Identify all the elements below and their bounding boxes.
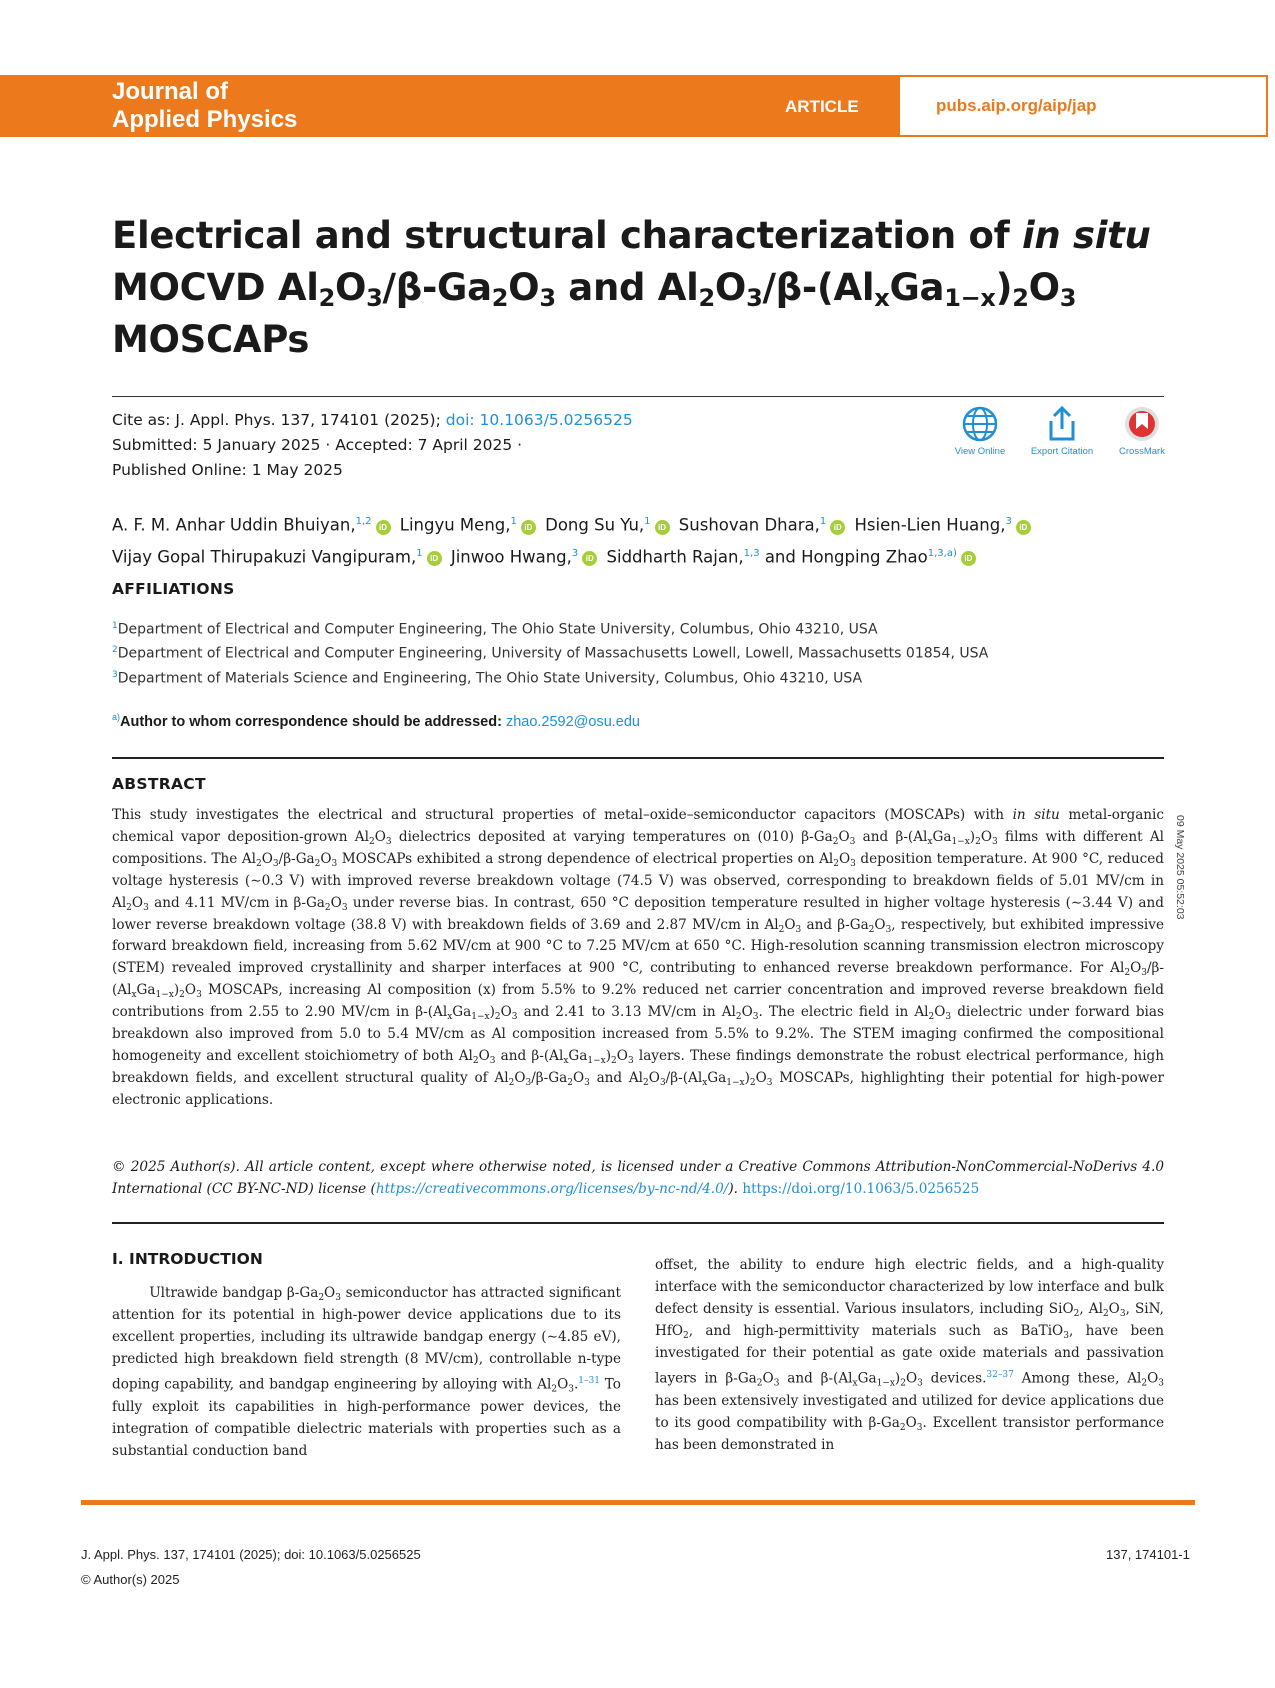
doi-link[interactable]: doi: 10.1063/5.0256525 [445, 411, 633, 429]
orcid-icon[interactable]: iD [376, 520, 391, 535]
title-line3: MOSCAPs [112, 318, 310, 361]
download-timestamp: 09 May 2025 05:52:03 [1174, 815, 1186, 920]
author-name[interactable]: A. F. M. Anhar Uddin Bhuiyan, [112, 515, 356, 535]
view-online-button[interactable] [935, 405, 1025, 457]
cite-as: Cite as: J. Appl. Phys. 137, 174101 (2025); [112, 411, 446, 429]
doi-url-link[interactable]: https://doi.org/10.1063/5.0256525 [742, 1180, 980, 1197]
license-statement: © 2025 Author(s). All article content, except where otherwise noted, is licensed under a Creative Commons Attribution-NonCommercial-NoDerivs 4.0 International (CC BY-NC-ND) license (https://creativecommons.org/licenses/by-nc-nd/4.0/). https://doi.org/10.1063/5.0256525 [112, 1159, 1164, 1197]
author-name[interactable]: Siddharth Rajan, [606, 547, 744, 566]
divider [112, 396, 1164, 397]
abstract-text: This study investigates the electrical and structural properties of metal–oxide–semiconductor capacitors (MOSCAPs) with in situ metal-organic chemical vapor deposition-grown $Al_2O_3$ dielectrics deposited at varying temperatures on (010) $\beta-Ga_2O_3$ and $\beta-(Al_xGa_{1-x})_2O_3$ films with different Al compositions. The $Al_2O_3/\beta-Ga_2O_3$ MOSCAPs exhibited a strong dependence of electrical properties on $Al_2O_3$ deposition temperature. At 900 °C, reduced voltage hysteresis (∼0.3 V) with improved reverse breakdown voltage (74.5 V) was observed, corresponding to breakdown fields of 5.01 MV/cm in $Al_2O_3$ and 4.11 MV/cm in $\beta-Ga_2O_3$ under reverse bias. In contrast, 650 °C deposition temperature resulted in higher voltage hysteresis (∼3.44 V) and lower reverse breakdown voltage (38.8 V) with breakdown fields of 3.69 and 2.87 MV/cm in $Al_2O_3$ and $\beta-Ga_2O_3$, respectively, but exhibited impressive forward breakdown field, increasing from 5.62 MV/cm at 900 °C to 7.25 MV/cm at 650 °C. High-resolution scanning transmission electron microscopy (STEM) revealed improved crystallinity and sharper interfaces at 900 °C, contributing to enhanced reverse breakdown performance. For $Al_2O_3/\beta-(Al_xGa_{1-x})_2O_3$ MOSCAPs, increasing Al composition (x) from 5.5% to 9.2% reduced net carrier concentration and improved reverse breakdown field contributions from 2.55 to 2.90 MV/cm in $\beta-(Al_xGa_{1-x})_2O_3$ and 2.41 to 3.13 MV/cm in $Al_2O_3$. The electric field in $Al_2O_3$ dielectric under forward bias breakdown also improved from 5.0 to 5.4 MV/cm as Al composition increased from 5.5% to 9.2%. The STEM imaging confirmed the compositional homogeneity and excellent stoichiometry of both $Al_2O_3$ and $\beta-(Al_xGa_{1-x})_2O_3$ layers. These findings demonstrate the robust electrical performance, high breakdown fields, and excellent structural quality of $Al_2O_3/\beta-Ga_2O_3$ and $Al_2O_3/\beta-(Al_xGa_{1-x})_2O_3$ MOSCAPs, highlighting their potential for high-power electronic applications. [112, 807, 1165, 1108]
author-name[interactable]: Vijay Gopal Thirupakuzi Vangipuram, [112, 547, 417, 566]
title-line2: MOCVD $Al_2O_3/\beta-Ga_2O_3$ and $Al_2O_3/\beta-(Al_xGa_{1-x})_2O_3$ [112, 266, 1077, 312]
export-citation-button[interactable] [1017, 405, 1107, 457]
orcid-icon[interactable]: iD [582, 551, 597, 566]
author-name[interactable]: Sushovan Dhara, [678, 515, 820, 535]
author-name[interactable]: and Hongping Zhao [764, 547, 928, 566]
abstract-heading: ABSTRACT [112, 775, 206, 793]
journal-name-line1: Journal of [112, 78, 229, 105]
title-line1: Electrical and structural characterization of in situ [112, 214, 1151, 257]
export-icon [1043, 405, 1081, 443]
globe-icon [961, 405, 999, 443]
published-date: Published Online: 1 May 2025 [112, 461, 343, 479]
orcid-icon[interactable]: iD [521, 520, 536, 535]
footer-citation: J. Appl. Phys. 137, 174101 (2025); doi: 10.1063/5.0256525 [81, 1547, 421, 1562]
journal-url[interactable]: pubs.aip.org/aip/jap [936, 96, 1097, 115]
footer-rule [81, 1500, 1195, 1505]
page-number: 137, 174101-1 [1106, 1547, 1190, 1562]
orcid-icon[interactable]: iD [1016, 520, 1031, 535]
author-name[interactable]: Hsien-Lien Huang, [854, 515, 1006, 535]
journal-name-line2: Applied Physics [112, 106, 298, 133]
crossmark-icon [1123, 405, 1161, 443]
divider [112, 1222, 1164, 1224]
affiliation-1: $^1$Department of Electrical and Computer Engineering, The Ohio State University, Columbus, Ohio 43210, USA [112, 621, 878, 638]
article-type-tag: ARTICLE [785, 97, 859, 116]
affiliation-2: $^2$Department of Electrical and Computer Engineering, University of Massachusetts Lowell, Lowell, Massachusetts 01854, USA [112, 645, 989, 662]
author-name[interactable]: Dong Su Yu, [545, 515, 645, 535]
footer-copyright: © Author(s) 2025 [81, 1572, 180, 1587]
view-online-label: View Online [954, 446, 1006, 457]
export-citation-label: Export Citation [1030, 446, 1094, 457]
divider [112, 757, 1164, 759]
affiliation-3: $^3$Department of Materials Science and Engineering, The Ohio State University, Columbus, Ohio 43210, USA [112, 670, 863, 687]
journal-name[interactable] [112, 78, 297, 134]
correspondence-note: $^{a)}$Author to whom correspondence should be addressed: zhao.2592@osu.edu [112, 712, 640, 730]
orcid-icon[interactable]: iD [427, 551, 442, 566]
crossmark-button[interactable] [1097, 405, 1187, 457]
submission-dates: Submitted: 5 January 2025 · Accepted: 7 April 2025 · [112, 436, 523, 454]
introduction-heading: I. INTRODUCTION [112, 1250, 263, 1268]
orcid-icon[interactable]: iD [830, 520, 845, 535]
cc-license-link[interactable]: https://creativecommons.org/licenses/by-nc-nd/4.0/ [375, 1180, 729, 1197]
citation-block [112, 408, 633, 483]
orcid-icon[interactable]: iD [961, 551, 976, 566]
correspondence-email[interactable]: zhao.2592@osu.edu [505, 713, 640, 730]
article-title [112, 210, 1192, 366]
affiliations-heading: AFFILIATIONS [112, 580, 235, 598]
crossmark-label: CrossMark [1119, 446, 1165, 457]
orcid-icon[interactable]: iD [655, 520, 670, 535]
journal-url-box[interactable] [900, 75, 1268, 137]
author-name[interactable]: Jinwoo Hwang, [450, 547, 572, 566]
body-column-left: Ultrawide bandgap $\beta-Ga_2O_3$ semiconductor has attracted significant attention for its potential in high-power device applications due to its excellent properties, including its ultrawide bandgap energy (∼4.85 eV), predicted high breakdown field strength (8 MV/cm), controllable n-type doping capability, and bandgap engineering by alloying with $Al_2O_3.^{1-31}$ To fully exploit its capabilities in high-performance power devices, the integration of compatible dielectric materials with properties such as a substantial conduction band [112, 1285, 621, 1459]
author-name[interactable]: Lingyu Meng, [399, 515, 511, 535]
body-column-right: offset, the ability to endure high electric fields, and a high-quality interface with the semiconductor characterized by low interface and bulk defect density is essential. Various insulators, including SiO$_2$, $Al_2O_3$, SiN, HfO$_2$, and high-permittivity materials such as BaTiO$_3$, have been investigated for their potential as gate oxide materials and passivation layers in $\beta-Ga_2O_3$ and $\beta-(Al_xGa_{1-x})_2O_3$ devices.$^{32-37}$ Among these, $Al_2O_3$ has been extensively investigated and utilized for device applications due to its good compatibility with $\beta-Ga_2O_3$. Excellent transistor performance has been demonstrated in [655, 1257, 1165, 1453]
author-list: A. F. M. Anhar Uddin Bhuiyan,$^{1,2}$ iD Lingyu Meng,$^1$ iD Dong Su Yu,$^1$ iD Sushovan Dhara,$^1$ iD Hsien-Lien Huang,$^3$ iD Vijay Gopal Thirupakuzi Vangipuram,$^1$ iD Jinwoo Hwang,$^3$ iD Siddharth Rajan,$^{1,3}$ and Hongping Zhao$^{1,3,a)}$ iD [112, 508, 1192, 571]
